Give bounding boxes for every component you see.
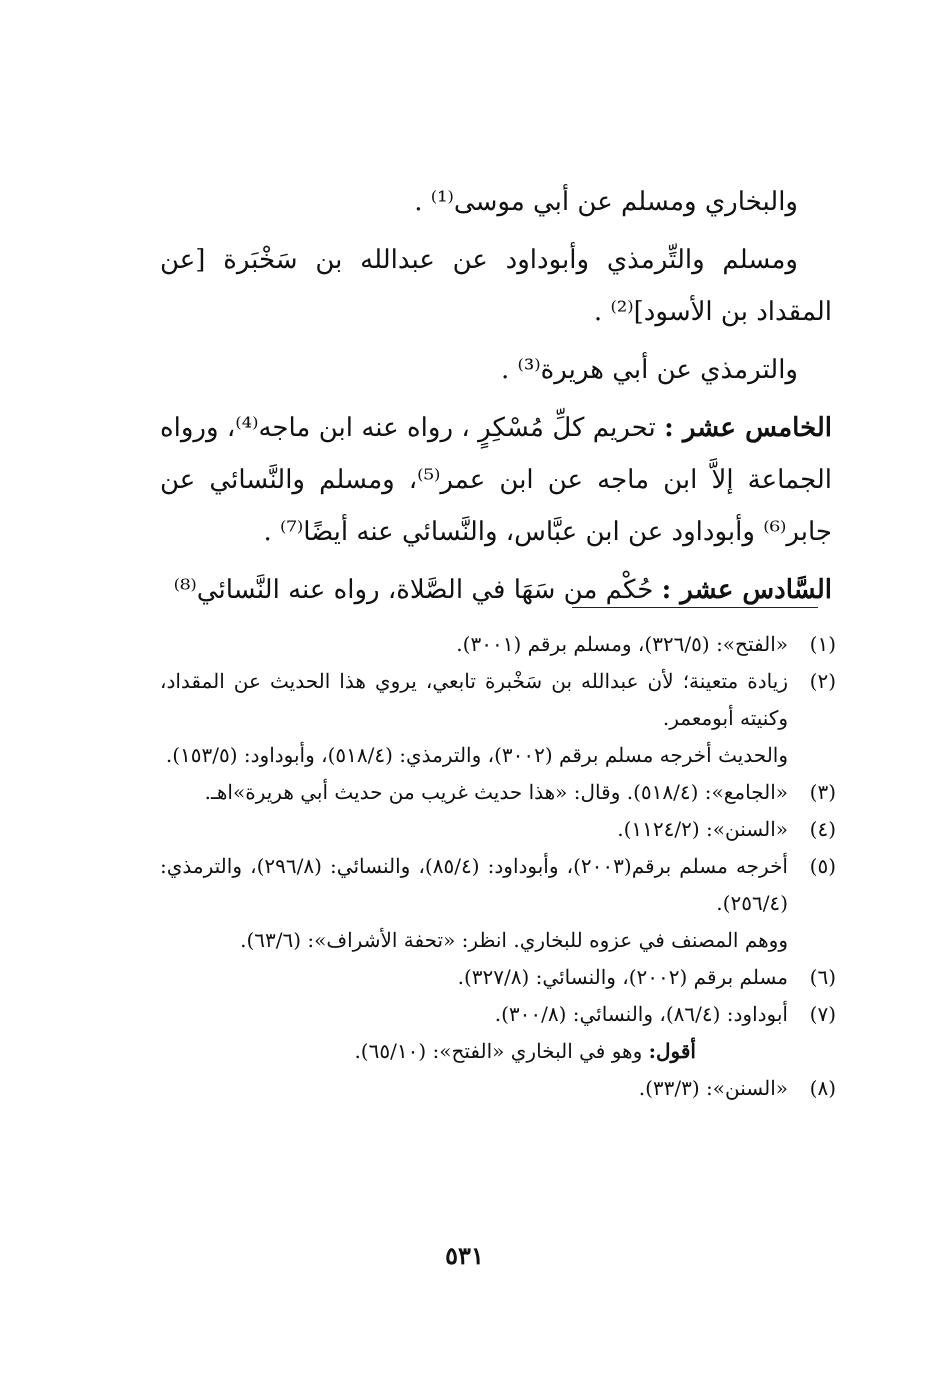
footnote-4 (160, 811, 836, 848)
heading-fifteenth: الخامس عشر : (664, 413, 833, 443)
footnote-text: مسلم برقم (٢٠٠٢)، والنسائي: (٣٢٧/٨). (457, 965, 788, 989)
footnote-number: (٨) (809, 1076, 836, 1100)
footnote-8 (160, 1070, 836, 1107)
footnote-7-continuation (160, 1033, 836, 1070)
footnote-number: (٢) (809, 669, 836, 693)
footnote-text: «السنن»: (١١٢٤/٢). (617, 817, 788, 841)
footnote-number: (٤) (809, 817, 836, 841)
footnote-3 (160, 774, 836, 811)
footnote-text: «الفتح»: (٣٢٦/٥)، ومسلم برقم (٣٠٠١). (456, 632, 788, 656)
footnote-1 (160, 626, 836, 663)
footnote-text: أبوداود: (٨٦/٤)، والنسائي: (٣٠٠/٨). (494, 1002, 788, 1026)
footnote-7 (160, 996, 836, 1033)
footnote-text: «السنن»: (٣٣/٣). (638, 1076, 788, 1100)
main-text (160, 176, 832, 622)
page-number: ٥٣١ (445, 1241, 484, 1270)
paragraph-fifteenth (160, 402, 832, 558)
footnote-5-continuation: ووهم المصنف في عزوه للبخاري. انظر: «تحفة الأشراف»: (٦٣/٦). (240, 928, 788, 952)
footnote-number: (٥) (809, 854, 836, 878)
footnotes (160, 626, 836, 1107)
footnote-text: «الجامع»: (٥١٨/٤). وقال: «هذا حديث غريب من حديث أبي هريرة»اهـ. (204, 780, 788, 804)
heading-sixteenth: السَّادس عشر : (661, 575, 832, 605)
footnote-7-aqul: أقول: (648, 1039, 696, 1063)
footnote-5 (160, 848, 836, 922)
footnote-7-aqul-text: وهو في البخاري «الفتح»: (٦٥/١٠). (354, 1039, 643, 1063)
footnote-text: زيادة متعينة؛ لأن عبدالله بن سَخْبرة تابعي، يروي هذا الحديث عن المقداد، وكنيته أبومعمر. (160, 669, 788, 730)
paragraph-sixteenth (160, 564, 832, 616)
footnote-number: (٦) (809, 965, 836, 989)
text-sixteenth: حُكْم من سَهَا في الصَّلاة، رواه عنه النَّسائي⁽⁸⁾ (173, 575, 654, 605)
footnote-text: أخرجه مسلم برقم(٢٠٠٣)، وأبوداود: (٨٥/٤)، والنسائي: (٢٩٦/٨)، والترمذي: (٢٥٦/٤). (160, 854, 788, 915)
footnote-number: (١) (809, 632, 836, 656)
footnote-6 (160, 959, 836, 996)
footnote-2-continuation: والحديث أخرجه مسلم برقم (٣٠٠٢)، والترمذي: (٥١٨/٤)، وأبوداود: (١٥٣/٥). (165, 743, 788, 767)
paragraph-bukhari-muslim: والبخاري ومسلم عن أبي موسى⁽¹⁾ . (414, 187, 798, 217)
paragraph-muslim-tirmidhi: ومسلم والتِّرمذي وأبوداود عن عبدالله بن سَخْبَرة [عن المقداد بن الأسود]⁽²⁾ . (160, 245, 832, 327)
footnote-number: (٣) (809, 780, 836, 804)
text-fifteenth: تحريم كلِّ مُسْكِرٍ ، رواه عنه ابن ماجه⁽⁴⁾، ورواه الجماعة إلاَّ ابن ماجه عن ابن عمر⁽⁵⁾، ومسلم والنَّسائي عن جابر⁽⁶⁾ وأبوداود عن ابن عبَّاس، والنَّسائي عنه أيضًا⁽⁷⁾ . (160, 413, 832, 547)
footnote-2 (160, 663, 836, 737)
footnote-separator (572, 607, 818, 608)
paragraph-tirmidhi: والترمذي عن أبي هريرة⁽³⁾ . (500, 355, 798, 385)
footnote-number: (٧) (809, 1002, 836, 1026)
